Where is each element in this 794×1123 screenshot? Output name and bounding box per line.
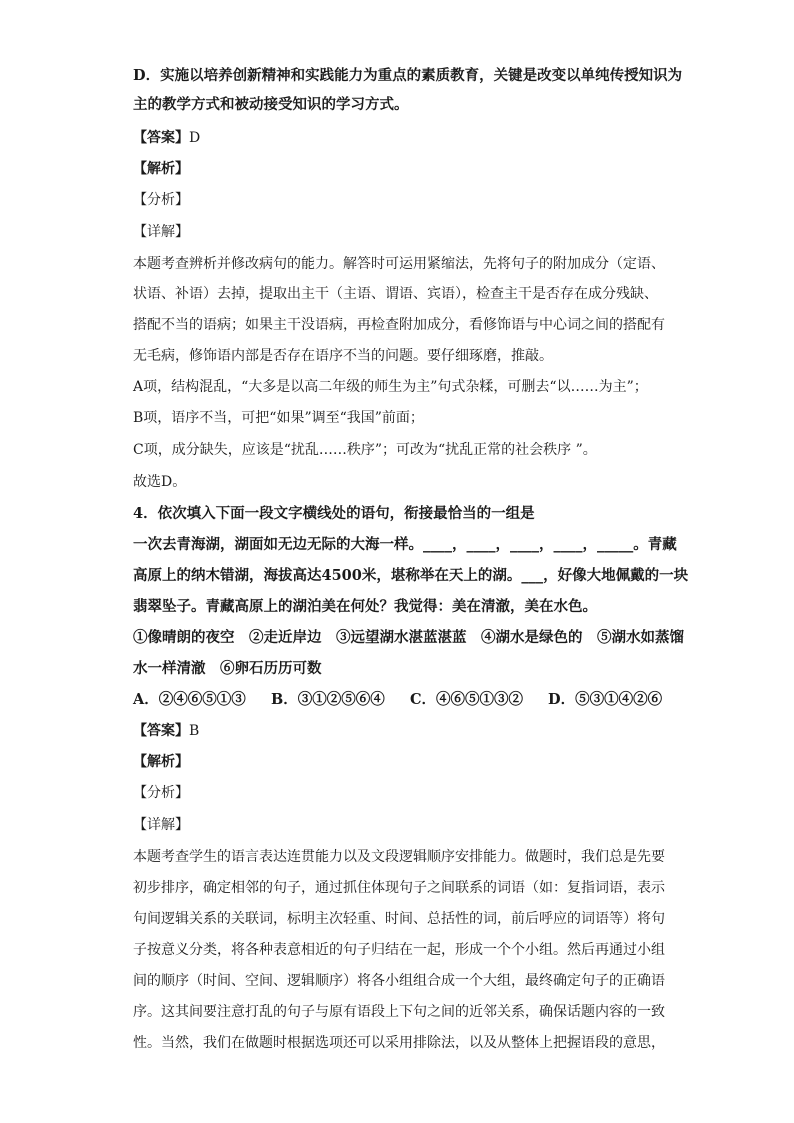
option-d-line-2: 主的教学方式和被动接受知识的学习方式。 [133, 96, 409, 113]
xiangjie-heading: 【详解】 [133, 817, 189, 833]
xiangjie-heading: 【详解】 [133, 224, 189, 240]
explanation-line: 故选D。 [133, 474, 187, 490]
choice-options [133, 690, 662, 710]
answer-line-q4 [133, 721, 199, 741]
passage-line: 翡翠坠子。青藏高原上的湖泊美在何处？我觉得：美在清澈，美在水色。 [133, 598, 597, 615]
answer-value: B [189, 723, 200, 739]
explanation-line: 状语、补语）去掉，提取出主干（主语、谓语、宾语），检查主干是否存在成分残缺、 [133, 286, 658, 302]
option-d-line-1: D．实施以培养创新精神和实践能力为重点的素质教育，关键是改变以单纯传授知识为 [133, 67, 683, 84]
fenxi-heading: 【分析】 [133, 785, 189, 801]
choice-c: C．④⑥⑤①③② [410, 691, 524, 708]
explanation-line: 无毛病，修饰语内部是否存在语序不当的问题。要仔细琢磨，推敲。 [133, 348, 553, 364]
jiexi-heading: 【解析】 [133, 754, 189, 770]
answer-value: D [189, 130, 201, 146]
explanation-line: 本题考查学生的语言表达连贯能力以及文段逻辑顺序安排能力。做题时，我们总是先要 [133, 849, 665, 865]
explanation-line: A项，结构混乱，“大多是以高二年级的师生为主”句式杂糅，可删去“以……为主”； [133, 379, 648, 395]
answer-label: 【答案】 [133, 723, 189, 739]
explanation-line: 子按意义分类，将各种表意相近的句子归结在一起，形成一个个小组。然后再通过小组 [133, 942, 665, 958]
sentence-list-line: 水一样清澈 ⑥卵石历历可数 [133, 660, 322, 677]
choice-b: B．③①②⑤⑥④ [271, 691, 385, 708]
explanation-line: B项，语序不当，可把“如果”调至“我国”前面； [133, 410, 424, 426]
answer-label: 【答案】 [133, 130, 189, 146]
explanation-line: 初步排序，确定相邻的句子，通过抓住体现句子之间联系的词语（如：复指词语，表示 [133, 880, 665, 896]
passage-line: 一次去青海湖，湖面如无边无际的大海一样。____，____，____，____，_____。青藏 [133, 536, 677, 553]
explanation-line: 间的顺序（时间、空间、逻辑顺序）将各小组组合成一个大组，最终确定句子的正确语 [133, 973, 665, 989]
jiexi-heading: 【解析】 [133, 161, 189, 177]
explanation-line: 本题考查辨析并修改病句的能力。解答时可运用紧缩法，先将句子的附加成分（定语、 [133, 256, 665, 272]
explanation-line: 搭配不当的语病；如果主干没语病，再检查附加成分，看修饰语与中心词之间的搭配有 [133, 317, 665, 333]
explanation-line: C项，成分缺失，应该是“扰乱……秩序”；可改为“扰乱正常的社会秩序 ”。 [133, 442, 597, 458]
choice-a: A．②④⑥⑤①③ [133, 691, 246, 708]
explanation-line: 性。当然，我们在做题时根据选项还可以采用排除法，以及从整体上把握语段的意思， [133, 1035, 665, 1051]
question-4-stem: 4．依次填入下面一段文字横线处的语句，衔接最恰当的一组是 [133, 505, 535, 522]
answer-line-q3 [133, 128, 200, 148]
fenxi-heading: 【分析】 [133, 192, 189, 208]
explanation-line: 句间逻辑关系的关联词，标明主次轻重、时间、总括性的词，前后呼应的词语等）将句 [133, 911, 665, 927]
sentence-list-line: ①像晴朗的夜空 ②走近岸边 ③远望湖水湛蓝湛蓝 ④湖水是绿色的 ⑤湖水如蒸馏 [133, 629, 684, 646]
choice-d: D．⑤③①④②⑥ [548, 691, 663, 708]
explanation-line: 序。这其间要注意打乱的句子与原有语段上下句之间的近邻关系，确保话题内容的一致 [133, 1004, 665, 1020]
passage-line: 高原上的纳木错湖，海拔高达4500米，堪称举在天上的湖。___，好像大地佩戴的一块 [133, 567, 689, 584]
